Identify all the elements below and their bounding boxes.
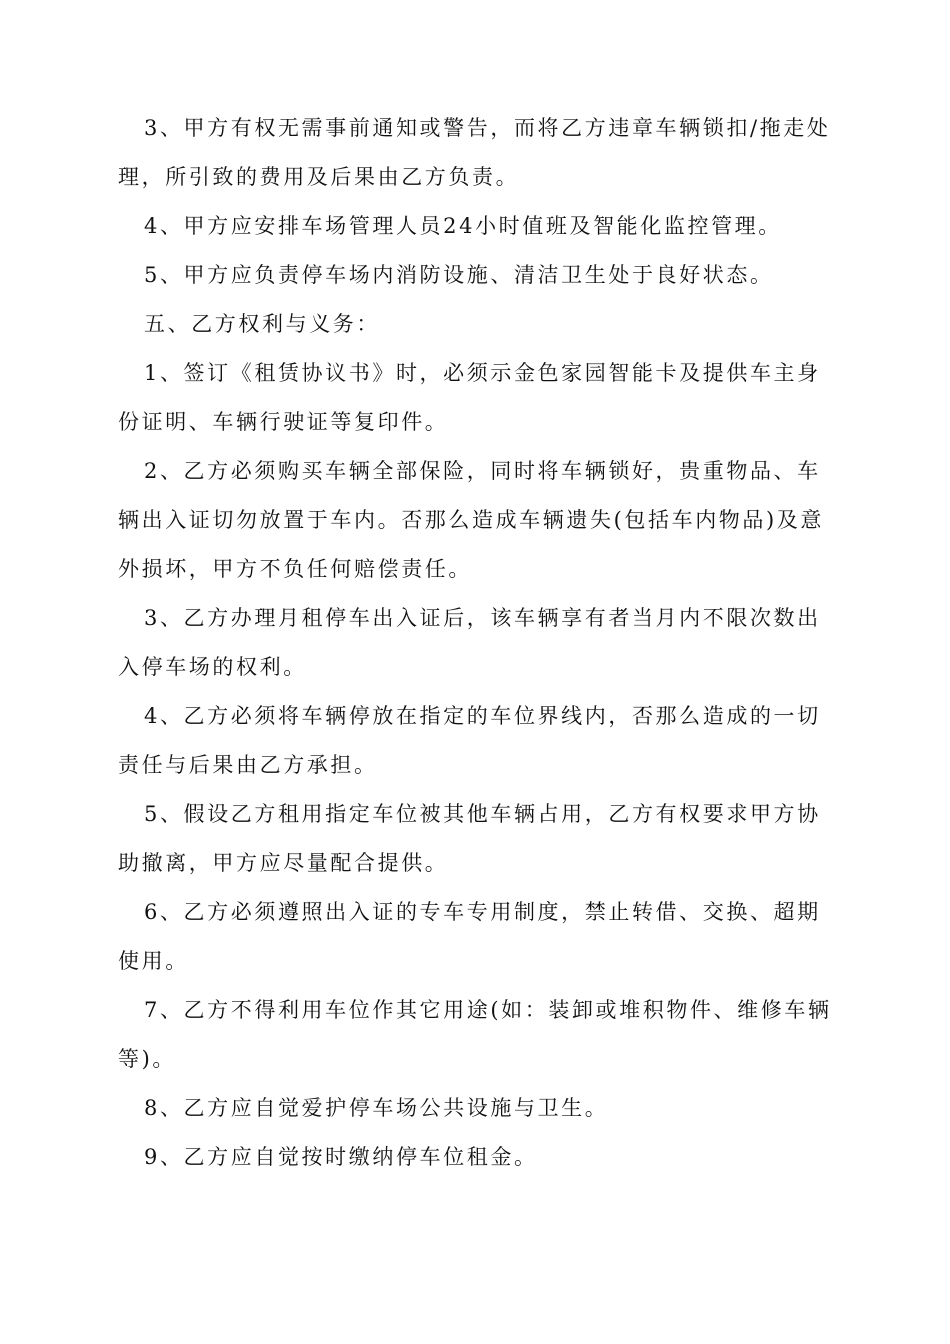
clause-5-6: 6、乙方必须遵照出入证的专车专用制度，禁止转借、交换、超期使用。 — [118, 900, 821, 973]
clause-4-4: 4、甲方应安排车场管理人员24小时值班及智能化监控管理。 — [144, 214, 782, 238]
clause-5-2: 2、乙方必须购买车辆全部保险，同时将车辆锁好，贵重物品、车辆出入证切勿放置于车内。否那么造成车辆遗失(包括车内物品)及意外损坏，甲方不负任何赔偿责任。 — [118, 459, 824, 581]
document-body — [118, 104, 834, 1182]
clause-5-1: 1、签订《租赁协议书》时，必须示金色家园智能卡及提供车主身份证明、车辆行驶证等复印件。 — [118, 361, 821, 434]
clause-5-9: 9、乙方应自觉按时缴纳停车位租金。 — [144, 1145, 538, 1169]
clause-5-5: 5、假设乙方租用指定车位被其他车辆占用，乙方有权要求甲方协助撤离，甲方应尽量配合提供。 — [118, 802, 821, 875]
clause-5-3: 3、乙方办理月租停车出入证后，该车辆享有者当月内不限次数出入停车场的权利。 — [118, 606, 821, 679]
clause-5-7: 7、乙方不得利用车位作其它用途(如：装卸或堆积物件、维修车辆等)。 — [118, 998, 832, 1071]
clause-5-8: 8、乙方应自觉爱护停车场公共设施与卫生。 — [144, 1096, 609, 1120]
clause-4-3: 3、甲方有权无需事前通知或警告，而将乙方违章车辆锁扣/拖走处理，所引致的费用及后果由乙方负责。 — [118, 116, 831, 189]
clause-5-4: 4、乙方必须将车辆停放在指定的车位界线内，否那么造成的一切责任与后果由乙方承担。 — [118, 704, 821, 777]
clause-4-5: 5、甲方应负责停车场内消防设施、清洁卫生处于良好状态。 — [144, 263, 774, 287]
section-5-heading: 五、乙方权利与义务： — [144, 312, 380, 336]
